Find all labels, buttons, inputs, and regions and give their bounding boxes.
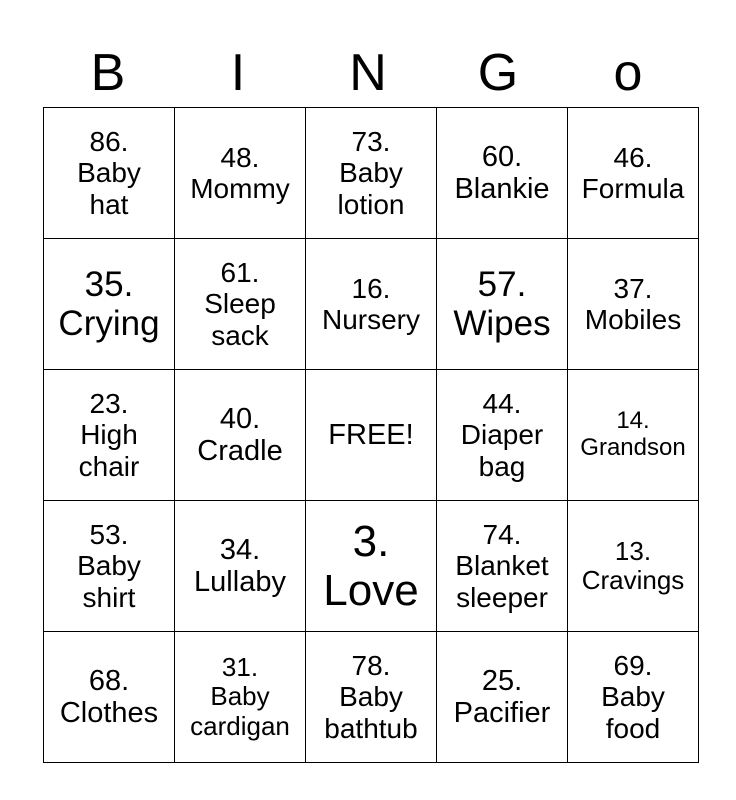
free-space-cell[interactable] xyxy=(306,370,437,501)
bingo-cell[interactable] xyxy=(44,108,175,239)
cell-text: 86. Baby hat xyxy=(77,125,141,220)
cell-text: 78. Baby bathtub xyxy=(324,649,418,744)
cell-text: 60. Blankie xyxy=(454,140,550,205)
cell-text: 35. Crying xyxy=(58,264,160,343)
board-row xyxy=(44,632,699,763)
bingo-cell[interactable] xyxy=(44,370,175,501)
bingo-cell[interactable] xyxy=(175,370,306,501)
cell-text: 13. Cravings xyxy=(581,535,685,595)
header-letter-n: N xyxy=(349,44,387,102)
bingo-cell[interactable] xyxy=(437,239,568,370)
cell-text: 14. Grandson xyxy=(580,407,686,461)
bingo-cell[interactable] xyxy=(306,501,437,632)
bingo-board xyxy=(43,107,699,763)
bingo-cell[interactable] xyxy=(175,501,306,632)
cell-text: 34. Lullaby xyxy=(194,533,286,598)
bingo-header xyxy=(43,40,693,106)
cell-text: 73. Baby lotion xyxy=(337,125,405,220)
cell-text: 25. Pacifier xyxy=(453,664,551,729)
bingo-cell[interactable] xyxy=(306,108,437,239)
bingo-cell[interactable] xyxy=(437,501,568,632)
cell-text: 44. Diaper bag xyxy=(460,387,544,482)
header-letter-b: B xyxy=(90,44,126,102)
bingo-cell[interactable] xyxy=(568,370,699,501)
bingo-cell[interactable] xyxy=(44,239,175,370)
cell-text: 61. Sleep sack xyxy=(204,256,276,351)
bingo-cell[interactable] xyxy=(437,108,568,239)
board-row xyxy=(44,108,699,239)
bingo-cell[interactable] xyxy=(306,239,437,370)
bingo-cell[interactable] xyxy=(175,632,306,763)
cell-text: 40. Cradle xyxy=(197,402,283,467)
bingo-cell[interactable] xyxy=(568,239,699,370)
cell-text: 37. Mobiles xyxy=(584,272,682,335)
cell-text: 3. Love xyxy=(323,516,419,615)
bingo-cell[interactable] xyxy=(568,632,699,763)
header-letter-g: G xyxy=(477,44,519,102)
cell-text: 31. Baby cardigan xyxy=(190,652,290,741)
board-row xyxy=(44,239,699,370)
header-letter-o: o xyxy=(613,44,643,102)
header-letter-i: I xyxy=(230,44,246,102)
board-row xyxy=(44,370,699,501)
cell-text: 69. Baby food xyxy=(601,649,665,744)
cell-text: 57. Wipes xyxy=(453,264,551,343)
bingo-cell[interactable] xyxy=(568,108,699,239)
bingo-cell[interactable] xyxy=(437,632,568,763)
cell-text: 74. Blanket sleeper xyxy=(455,518,549,613)
bingo-cell[interactable] xyxy=(175,108,306,239)
cell-text: 48. Mommy xyxy=(190,141,290,204)
cell-text: 68. Clothes xyxy=(59,664,159,729)
cell-text: FREE! xyxy=(328,418,414,451)
bingo-cell[interactable] xyxy=(44,632,175,763)
bingo-cell[interactable] xyxy=(306,632,437,763)
bingo-cell[interactable] xyxy=(437,370,568,501)
cell-text: 16. Nursery xyxy=(321,272,420,335)
bingo-cell[interactable] xyxy=(568,501,699,632)
bingo-cell[interactable] xyxy=(175,239,306,370)
board-row xyxy=(44,501,699,632)
bingo-cell[interactable] xyxy=(44,501,175,632)
cell-text: 53. Baby shirt xyxy=(77,518,141,613)
cell-text: 23. High chair xyxy=(78,387,140,482)
cell-text: 46. Formula xyxy=(581,141,685,204)
